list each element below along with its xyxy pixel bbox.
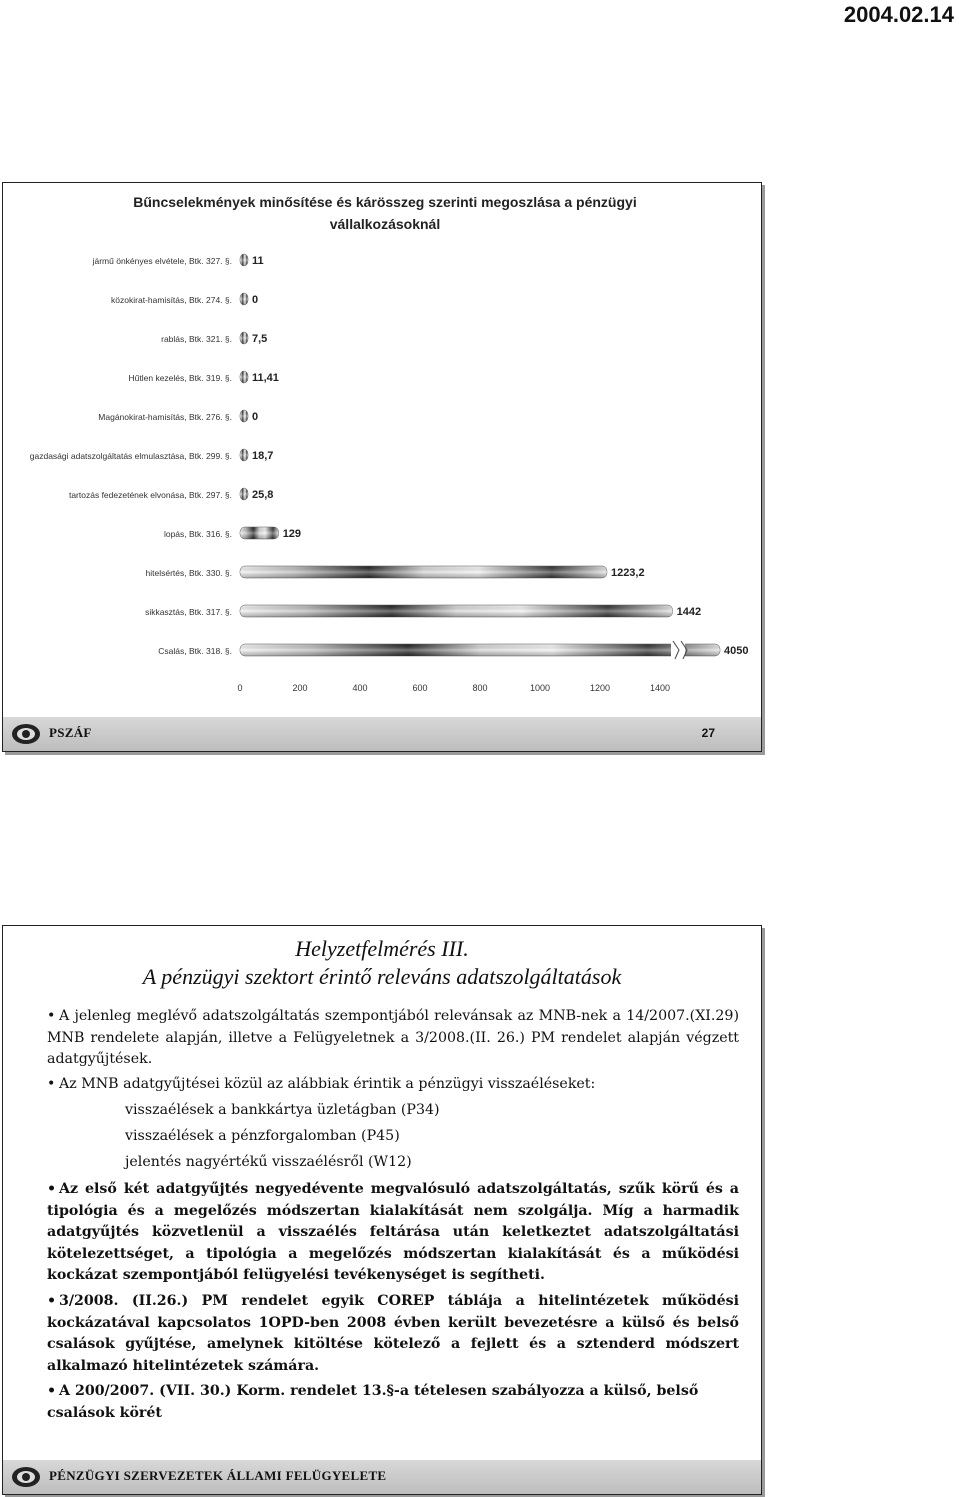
footer-label: PSZÁF: [49, 725, 92, 740]
category-label: hitelsértés, Btk. 330. §.: [145, 568, 232, 578]
bar-shade: [240, 254, 248, 266]
value-label: 25,8: [252, 489, 274, 501]
bullet-5: [47, 1381, 739, 1424]
value-label: 7,5: [252, 333, 268, 345]
chart-title: [133, 194, 636, 232]
category-labels: [30, 256, 232, 656]
value-label: 4050: [724, 645, 749, 657]
value-label: 129: [282, 528, 302, 540]
category-label: jármű önkényes elvétele, Btk. 327. §.: [92, 256, 232, 266]
page-number: 27: [701, 726, 715, 740]
sub-item-2: visszaélések a pénzforgalomban (P45): [125, 1128, 400, 1144]
category-label: Magánokirat-hamisítás, Btk. 276. §.: [98, 412, 232, 422]
bullet-2-text: Az MNB adatgyűjtései közül az alábbiak érintik a pénzügyi visszaéléseket:: [59, 1076, 596, 1092]
value-label: 1223,2: [610, 567, 645, 579]
category-label: rablás, Btk. 321. §.: [161, 334, 232, 344]
category-label: Hűtlen kezelés, Btk. 319. §.: [128, 373, 232, 383]
value-label: 0: [252, 294, 259, 306]
value-label: 11,41: [252, 372, 279, 384]
bar-shade: [240, 488, 248, 500]
bullet-4-text: 3/2008. (II.26.) PM rendelet egyik COREP táblája a hitelintézetek működési kockázatával kapcsolatos 1OPD-ben 2008 évben került bevezetésre a külső és belső csalások gyűjtése, amelynek kitöltése kötelező a fejlett és a sztenderd módszert alkalmazó hitelintézetek számára.: [47, 1293, 739, 1374]
bars: [240, 254, 720, 659]
bullet-3-text: Az első két adatgyűjtés negyedévente megvalósuló adatszolgáltatás, szűk körű és a tipológia és a megelőzés módszertan kialakítását nem szolgálja. Míg a harmadik adatgyűjtés közvetlenül a visszaélés feltárása után keletkeztet adatszolgáltatási kötelezettséget, a tipológia a megelőzés módszertan kialakítását és a működési kockázat szempontjából felügyelési tevékenységet is segítheti.: [47, 1181, 739, 1283]
bar-chart: [3, 183, 761, 717]
value-label: 11: [252, 255, 264, 267]
bullet-5-text: A 200/2007. (VII. 30.) Korm. rendelet 13.§-a tételesen szabályozza a külső, belső csalások körét: [47, 1383, 699, 1421]
bar-shade: [240, 293, 248, 305]
chart-title-line-1: Bűncselekmények minősítése és kárösszeg szerinti megoszlása a pénzügyi: [133, 194, 637, 210]
bar-shade: [240, 371, 248, 383]
bullet-4: [47, 1291, 739, 1377]
sub-item-3: jelentés nagyértékű visszaélésről (W12): [125, 1154, 412, 1170]
slide-footer-2: [3, 1460, 761, 1494]
bar-shade: [240, 566, 607, 578]
chart-title-line-2: vállalkozásoknál: [329, 216, 441, 232]
value-label: 18,7: [252, 450, 274, 462]
sub-item-1: visszaélések a bankkártya üzletágban (P34): [125, 1102, 440, 1118]
slide-footer: [3, 717, 761, 751]
category-label: Csalás, Btk. 318. §.: [158, 646, 232, 656]
pszaf-logo-icon: [11, 723, 41, 745]
bar-shade: [240, 644, 720, 656]
category-label: gazdasági adatszolgáltatás elmulasztása, Btk. 299. §.: [29, 451, 232, 461]
x-tick-label: 400: [352, 683, 368, 693]
x-tick-label: 1200: [589, 683, 611, 693]
bullet-3: [47, 1179, 739, 1287]
bar-shade: [240, 527, 279, 539]
x-tick-label: 200: [292, 683, 308, 693]
bar-shade: [240, 332, 248, 344]
category-label: sikkasztás, Btk. 317. §.: [145, 607, 232, 617]
bullet-2: [47, 1074, 739, 1096]
x-tick-label: 0: [237, 683, 243, 693]
text-slide: [2, 925, 762, 1495]
category-label: lopás, Btk. 316. §.: [163, 529, 232, 539]
x-tick-labels: [237, 683, 670, 693]
footer-label-2: PÉNZÜGYI SZERVEZETEK ÁLLAMI FELÜGYELETE: [49, 1468, 387, 1483]
bar-shade: [240, 410, 248, 422]
bar-shade: [240, 449, 248, 461]
category-label: tartozás fedezetének elvonása, Btk. 297. §.: [68, 490, 232, 500]
bullet-1: [47, 1006, 739, 1071]
bullet-1-text: A jelenleg meglévő adatszolgáltatás szempontjából relevánsak az MNB-nek a 14/2007.(XI.29) MNB rendelete alapján, illetve a Felügyeletnek a 3/2008.(II. 26.) PM rendelet alapján végzett adatgyűjtések.: [47, 1008, 739, 1067]
bar-shade: [240, 605, 673, 617]
slide-title-line2: A pénzügyi szektort érintő releváns adatszolgáltatások: [142, 964, 622, 989]
pszaf-logo-icon: [11, 1466, 41, 1488]
value-label: 0: [252, 411, 259, 423]
value-labels: [252, 255, 748, 657]
slide-title-line1: Helyzetfelmérés III.: [295, 936, 469, 961]
chart-slide: [2, 182, 762, 752]
x-tick-label: 800: [472, 683, 488, 693]
x-tick-label: 1000: [529, 683, 551, 693]
header-date: 2004.02.14: [843, 2, 954, 27]
x-tick-label: 1400: [649, 683, 671, 693]
x-tick-label: 600: [412, 683, 428, 693]
value-label: 1442: [676, 606, 702, 618]
category-label: közokirat-hamisítás, Btk. 274. §.: [111, 295, 232, 305]
